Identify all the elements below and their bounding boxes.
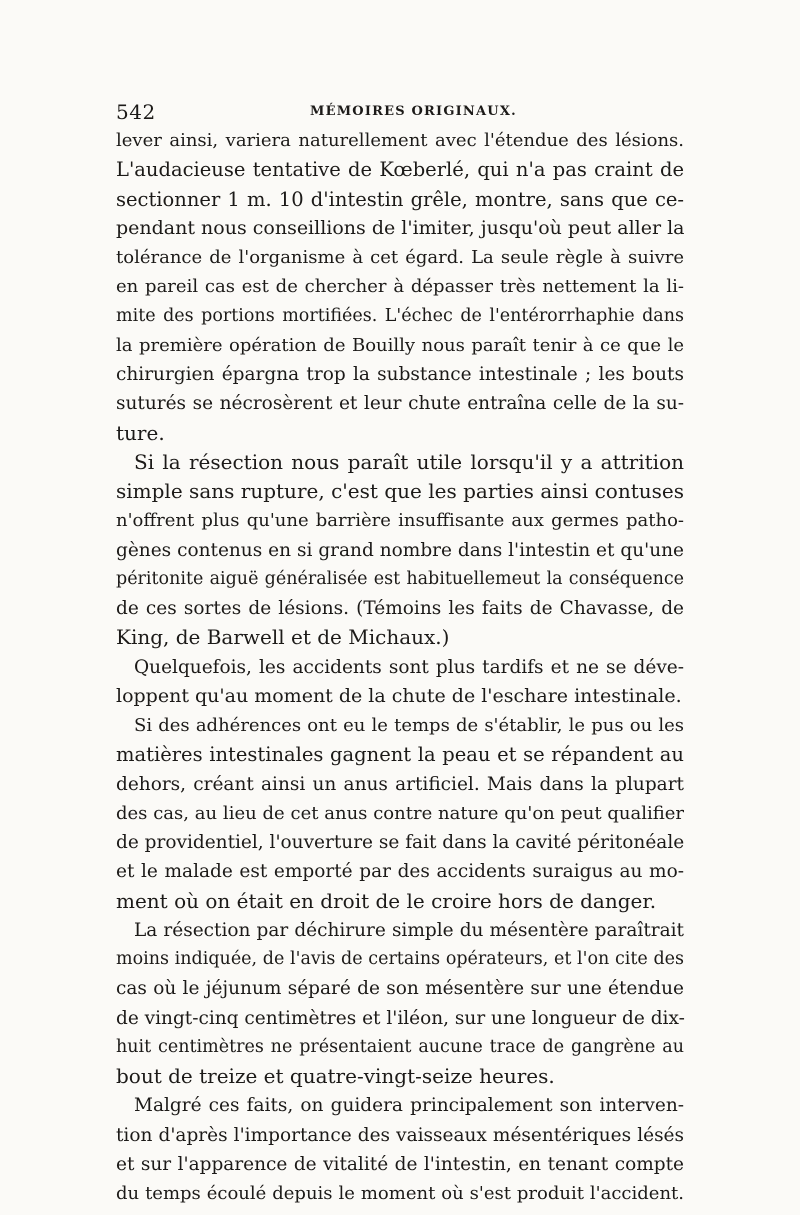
text-line: King, de Barwell et de Michaux.) [116,625,450,650]
text-line: des cas, au lieu de cet anus contre nature qu'on peut qualifier [116,802,684,824]
text-line: simple sans rupture, c'est que les parties ainsi contuses [116,479,684,503]
text-line: L'audacieuse tentative de Kœberlé, qui n'a pas craint de [116,158,684,182]
text-line: la première opération de Bouilly nous paraît tenir à ce que le [116,334,684,356]
text-line: ment où on était en droit de le croire hors de danger. [116,888,657,913]
text-line: Si la résection nous paraît utile lorsqu'il y a attrition [134,449,684,474]
text-line: pendant nous conseillions de l'imiter, jusqu'où peut aller la [116,216,685,239]
running-head: MÉMOIRES ORIGINAUX. [310,104,517,119]
text-line: Malgré ces faits, on guidera principalement son interven- [134,1095,684,1117]
text-line: moins indiquée, de l'avis de certains opérateurs, et l'on cite des [116,949,684,969]
text-line: lever ainsi, variera naturellement avec l'étendue des lésions. [116,130,684,151]
page-number: 542 [116,100,156,124]
body-text [116,126,684,1208]
text-line: et le malade est emporté par des accidents suraigus au mo- [116,861,684,883]
text-line: de providentiel, l'ouverture se fait dans la cavité péritonéale [116,832,685,853]
text-line: huit centimètres ne présentaient aucune trace de gangrène au [116,1036,684,1057]
text-line: en pareil cas est de chercher à dépasser très nettement la li- [116,276,684,298]
text-line: La résection par déchirure simple du mésentère paraîtrait [134,919,684,941]
text-line: n'offrent plus qu'une barrière insuffisante aux germes patho- [116,510,684,532]
text-line: cas où le jéjunum séparé de son mésentère sur une étendue [116,978,684,1000]
text-line: sectionner 1 m. 10 d'intestin grêle, montre, sans que ce- [116,187,684,211]
text-line: et sur l'apparence de vitalité de l'intestin, en tenant compte [116,1153,684,1175]
text-line: gènes contenus en si grand nombre dans l'intestin et qu'une [116,539,684,561]
text-line: dehors, créant ainsi un anus artificiel. Mais dans la plupart [116,773,684,795]
text-line: Si des adhérences ont eu le temps de s'établir, le pus ou les [134,715,684,736]
page-header [116,100,686,124]
text-line: tolérance de l'organisme à cet égard. La seule règle à suivre [116,247,684,268]
text-line: du temps écoulé depuis le moment où s'est produit l'accident. [116,1183,684,1204]
text-line: mite des portions mortifiées. L'échec de l'entérorrhaphie dans [116,305,684,326]
text-line: matières intestinales gagnent la peau et se répandent au [116,743,684,767]
text-line: suturés se nécrosèrent et leur chute entraîna celle de la su- [116,393,684,415]
text-line: chirurgien épargna trop la substance intestinale ; les bouts [116,364,684,385]
text-line: tion d'après l'importance des vaisseaux mésentériques lésés [116,1124,684,1146]
text-line: loppent qu'au moment de la chute de l'eschare intestinale. [116,684,682,707]
text-line: ture. [116,420,165,445]
text-line: de vingt-cinq centimètres et l'iléon, sur une longueur de dix- [116,1007,685,1029]
text-line: de ces sortes de lésions. (Témoins les faits de Chavasse, de [116,598,684,619]
text-line: bout de treize et quatre-vingt-seize heures. [116,1064,555,1088]
text-line: péritonite aiguë généralisée est habituellemeut la conséquence [116,568,684,589]
text-line: Quelquefois, les accidents sont plus tardifs et ne se déve- [134,656,684,678]
